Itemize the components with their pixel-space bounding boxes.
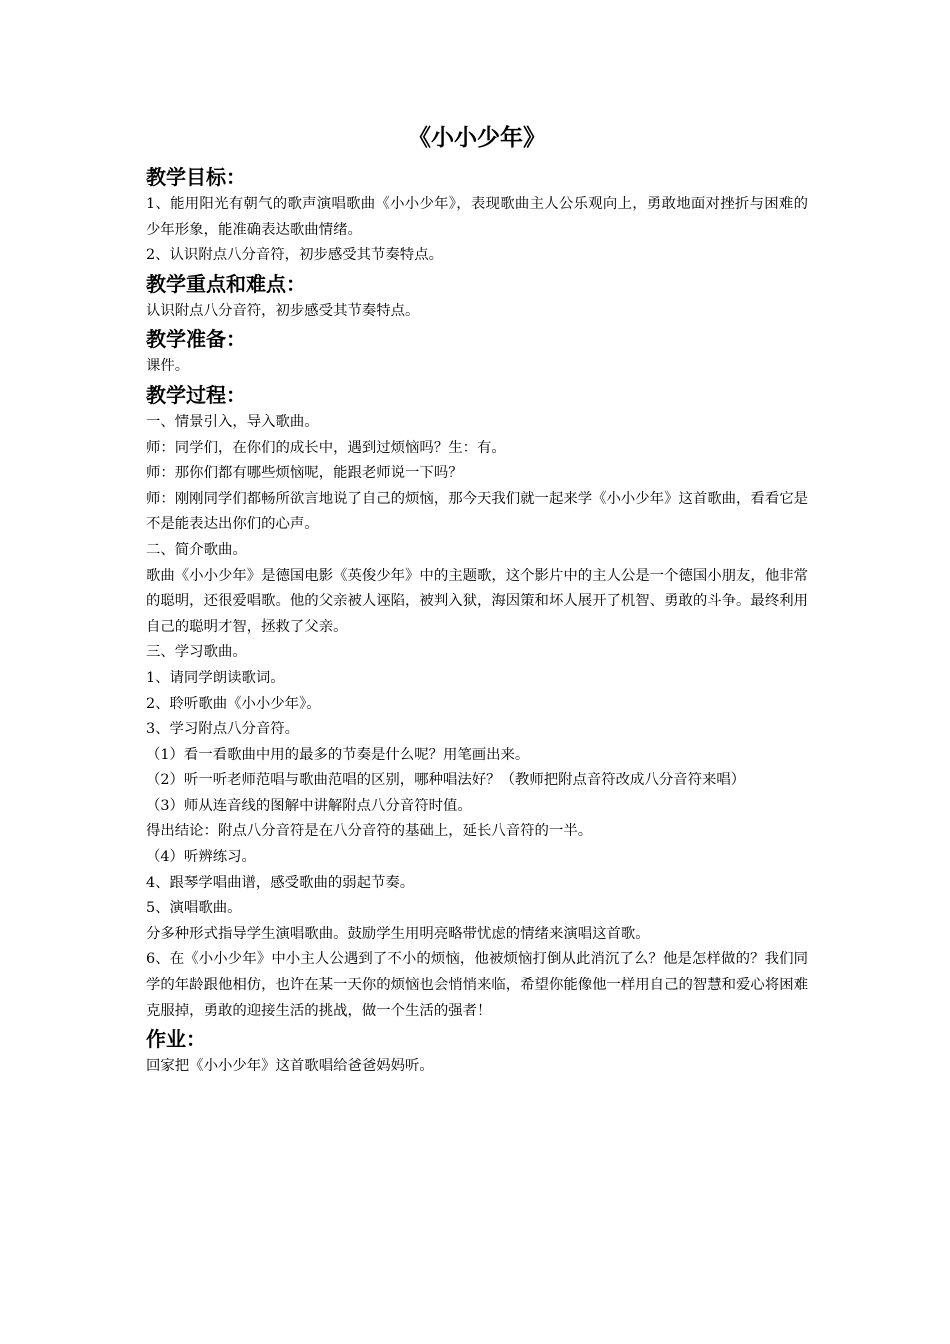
section-homework	[146, 1024, 808, 1080]
section-heading: 作业：	[146, 1027, 206, 1052]
section-preparation	[146, 324, 808, 380]
paragraph: 歌曲《小小少年》是德国电影《英俊少年》中的主题歌，这个影片中的主人公是一个德国小朋友，他非常的聪明，还很爱唱歌。他的父亲被人诬陷，被判入狱，海因策和坏人展开了机智、勇敢的斗争。最终利用自己的聪明才智，拯救了父亲。	[146, 567, 808, 635]
document-page	[146, 118, 808, 1080]
paragraph: 5、演唱歌曲。	[146, 900, 242, 917]
section-heading: 教学目标：	[146, 165, 246, 189]
paragraph: 得出结论：附点八分音符是在八分音符的基础上，延长八音符的一半。	[146, 823, 593, 840]
paragraph: 认识附点八分音符，初步感受其节奏特点。	[146, 302, 420, 319]
section-heading: 教学过程：	[146, 382, 246, 407]
paragraph: 二、简介歌曲。	[146, 541, 247, 558]
paragraph: 1、请同学朗读歌词。	[146, 669, 285, 686]
paragraph: 分多种形式指导学生演唱歌曲。鼓励学生用明亮略带忧虑的情绪来演唱这首歌。	[146, 925, 650, 942]
paragraph: （1）看一看歌曲中用的最多的节奏是什么呢？用笔画出来。	[146, 746, 530, 763]
paragraph: 1、能用阳光有朝气的歌声演唱歌曲《小小少年》，表现歌曲主人公乐观向上，勇敢地面对挫折与困难的少年形象，能准确表达歌曲情绪。	[146, 196, 808, 238]
paragraph: 6、在《小小少年》中小主人公遇到了不小的烦恼，他被烦恼打倒从此消沉了么？他是怎样做的？我们同学的年龄跟他相仿，也许在某一天你的烦恼也会悄悄来临，希望你能像他一样用自己的智慧和爱心将困难克服掉，勇敢的迎接生活的挑战，做一个生活的强者！	[146, 951, 808, 1019]
paragraph: 一、情景引入，导入歌曲。	[146, 413, 319, 430]
section-key-points	[146, 269, 808, 325]
paragraph: 2、聆听歌曲《小小少年》。	[146, 695, 321, 712]
paragraph: 师：同学们，在你们的成长中，遇到过烦恼吗？生：有。	[146, 439, 506, 456]
paragraph: 3、学习附点八分音符。	[146, 721, 300, 738]
section-process	[146, 380, 808, 1024]
paragraph: （4）听辨练习。	[146, 849, 256, 866]
section-heading: 教学重点和难点：	[146, 271, 306, 296]
paragraph: 课件。	[146, 358, 190, 375]
paragraph: 回家把《小小少年》这首歌唱给爸爸妈妈听。	[146, 1058, 434, 1075]
paragraph: （2）听一听老师范唱与歌曲范唱的区别，哪种唱法好？（教师把附点音符改成八分音符来唱）	[146, 772, 746, 789]
paragraph: 师：那你们都有哪些烦恼呢，能跟老师说一下吗？	[146, 465, 463, 482]
paragraph: 师：刚刚同学们都畅所欲言地说了自己的烦恼，那今天我们就一起来学《小小少年》这首歌曲，看看它是不是能表达出你们的心声。	[146, 490, 808, 533]
paragraph: 4、跟琴学唱曲谱，感受歌曲的弱起节奏。	[146, 874, 415, 891]
section-heading: 教学准备：	[146, 327, 246, 352]
document-title: 《小小少年》	[408, 125, 546, 151]
section-teaching-goals	[146, 162, 808, 269]
paragraph: （3）师从连音线的图解中讲解附点八分音符时值。	[146, 797, 472, 814]
paragraph: 三、学习歌曲。	[146, 644, 247, 661]
paragraph: 2、认识附点八分音符，初步感受其节奏特点。	[146, 247, 443, 264]
